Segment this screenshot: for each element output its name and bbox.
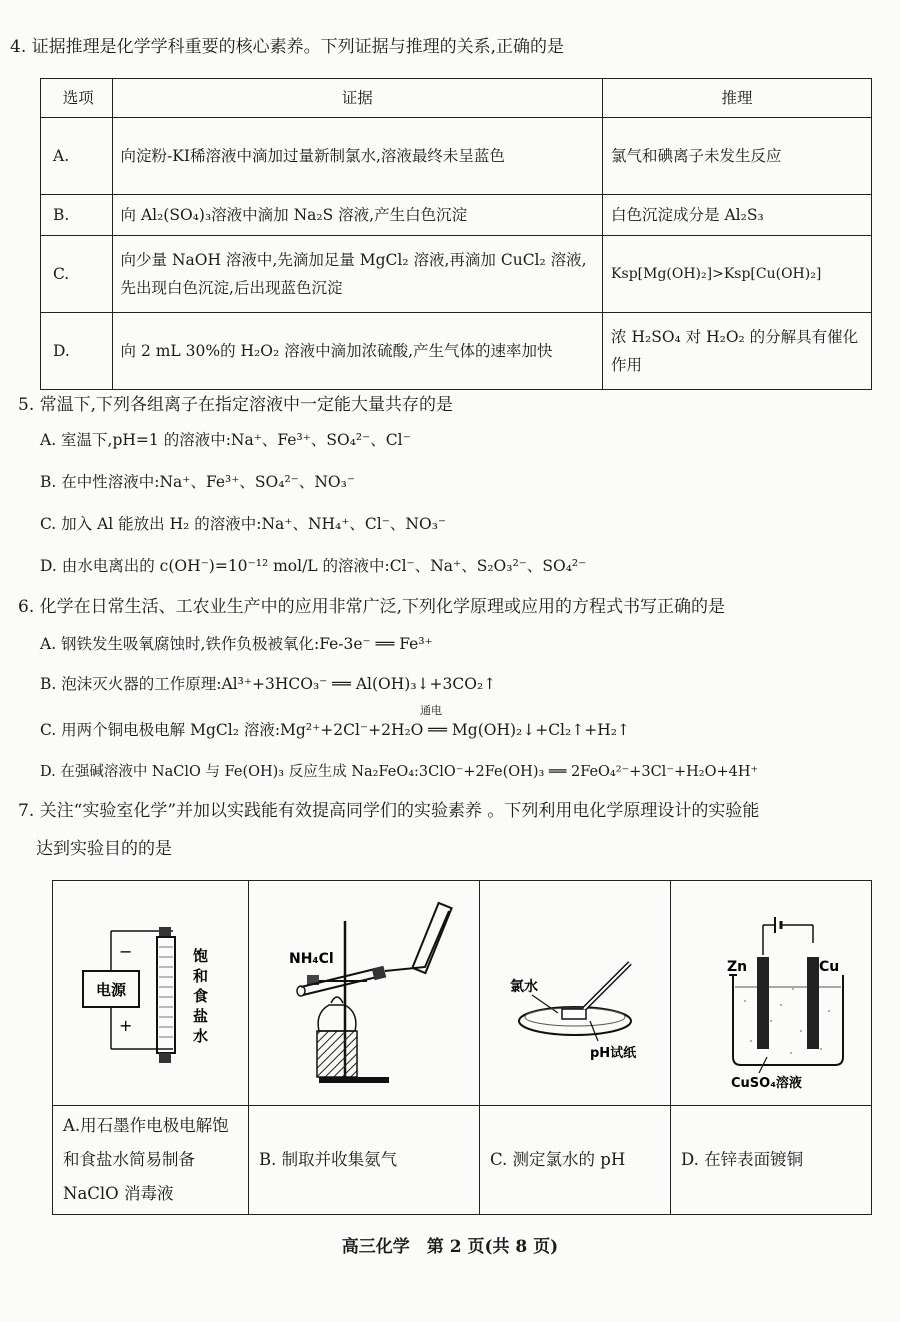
row-evidence: 向少量 NaOH 溶液中,先滴加足量 MgCl₂ 溶液,再滴加 CuCl₂ 溶液,先出现白色沉淀,后出现蓝色沉淀 xyxy=(112,236,603,313)
apparatus-c-cell xyxy=(480,881,671,1106)
q7-stem-line1: 7. 关注“实验室化学”并加以实践能有效提高同学们的实验素养 。下列利用电化学原理设计的实验能 xyxy=(18,801,760,821)
q5-option-d: D. 由水电离出的 c(OH⁻)=10⁻¹² mol/L 的溶液中:Cl⁻、Na⁺、S₂O₃²⁻、SO₄²⁻ xyxy=(40,557,587,575)
brine-label-3: 食 xyxy=(193,987,209,1005)
zn-label: Zn xyxy=(727,959,748,975)
q5-option-b: B. 在中性溶液中:Na⁺、Fe³⁺、SO₄²⁻、NO₃⁻ xyxy=(40,473,356,491)
row-reason: 氯气和碘离子未发生反应 xyxy=(603,118,872,195)
apparatus-b-cell xyxy=(249,881,480,1106)
q6-option-b: B. 泡沫灭火器的工作原理:Al³⁺+3HCO₃⁻ ══ Al(OH)₃↓+3CO₂↑ xyxy=(40,675,497,693)
q7-stem-line2: 达到实验目的的是 xyxy=(36,839,172,859)
apparatus-d-cell xyxy=(671,881,872,1106)
row-reason: 白色沉淀成分是 Al₂S₃ xyxy=(603,195,872,236)
row-reason: Ksp[Mg(OH)₂]>Ksp[Cu(OH)₂] xyxy=(603,236,872,313)
header-reason: 推理 xyxy=(603,79,872,118)
apparatus-row xyxy=(53,881,872,1106)
cuso4-label: CuSO₄溶液 xyxy=(731,1076,802,1091)
row-evidence: 向淀粉-KI稀溶液中滴加过量新制氯水,溶液最终未呈蓝色 xyxy=(112,118,603,195)
power-label: 电源 xyxy=(95,981,127,999)
q6-option-d: D. 在强碱溶液中 NaClO 与 Fe(OH)₃ 反应生成 Na₂FeO₄:3ClO⁻+2Fe(OH)₃ ══ 2FeO₄²⁻+3Cl⁻+H₂O+4H⁺ xyxy=(40,764,759,780)
ph-paper-label: pH试纸 xyxy=(590,1046,637,1061)
q4-stem: 4. 证据推理是化学学科重要的核心素养。下列证据与推理的关系,正确的是 xyxy=(10,37,565,57)
row-option: A. xyxy=(41,118,113,195)
row-reason: 浓 H₂SO₄ 对 H₂O₂ 的分解具有催化作用 xyxy=(603,313,872,390)
header-evidence: 证据 xyxy=(112,79,603,118)
q6-stem: 6. 化学在日常生活、工农业生产中的应用非常广泛,下列化学原理或应用的方程式书写正确的是 xyxy=(18,597,726,617)
caption-d: D. 在锌表面镀铜 xyxy=(671,1106,872,1215)
apparatus-c-diagram xyxy=(480,881,670,1105)
row-evidence: 向 Al₂(SO₄)₃溶液中滴加 Na₂S 溶液,产生白色沉淀 xyxy=(112,195,603,236)
cu-label: Cu xyxy=(819,959,840,975)
nh4cl-label: NH₄Cl xyxy=(289,951,334,967)
q5-stem: 5. 常温下,下列各组离子在指定溶液中一定能大量共存的是 xyxy=(18,395,454,415)
table-row xyxy=(41,236,872,313)
table-row xyxy=(41,118,872,195)
q7-apparatus-table xyxy=(52,880,872,1215)
apparatus-a-diagram xyxy=(53,881,248,1105)
caption-c: C. 测定氯水的 pH xyxy=(480,1106,671,1215)
caption-a: A.用石墨作电极电解饱和食盐水简易制备 NaClO 消毒液 xyxy=(53,1106,249,1215)
apparatus-d-diagram xyxy=(671,881,871,1105)
brine-label-5: 水 xyxy=(193,1027,209,1045)
q6-c-condition: 通电 xyxy=(420,704,442,717)
row-option: B. xyxy=(41,195,113,236)
plus-label: + xyxy=(119,1016,133,1035)
brine-label-1: 饱 xyxy=(193,947,209,965)
header-option: 选项 xyxy=(41,79,113,118)
chlorine-water-label: 氯水 xyxy=(510,979,538,995)
brine-label-2: 和 xyxy=(193,967,209,985)
q4-evidence-table xyxy=(40,78,872,390)
q6-option-c: C. 用两个铜电极电解 MgCl₂ 溶液:Mg²⁺+2Cl⁻+2H₂O ══ Mg(OH)₂↓+Cl₂↑+H₂↑ xyxy=(40,721,630,739)
apparatus-b-diagram xyxy=(249,881,479,1105)
row-evidence: 向 2 mL 30%的 H₂O₂ 溶液中滴加浓硫酸,产生气体的速率加快 xyxy=(112,313,603,390)
q5-option-c: C. 加入 Al 能放出 H₂ 的溶液中:Na⁺、NH₄⁺、Cl⁻、NO₃⁻ xyxy=(40,515,447,533)
q5-option-a: A. 室温下,pH=1 的溶液中:Na⁺、Fe³⁺、SO₄²⁻、Cl⁻ xyxy=(40,431,411,449)
caption-b: B. 制取并收集氨气 xyxy=(249,1106,480,1215)
q6-option-a: A. 钢铁发生吸氧腐蚀时,铁作负极被氧化:Fe-3e⁻ ══ Fe³⁺ xyxy=(40,635,433,653)
table-row xyxy=(41,313,872,390)
page-footer: 高三化学 第 2 页(共 8 页) xyxy=(341,1237,559,1257)
table-header-row xyxy=(41,79,872,118)
apparatus-a-cell xyxy=(53,881,249,1106)
table-row xyxy=(41,195,872,236)
brine-label-4: 盐 xyxy=(193,1007,209,1025)
caption-row xyxy=(53,1106,872,1215)
row-option: D. xyxy=(41,313,113,390)
row-option: C. xyxy=(41,236,113,313)
minus-label: − xyxy=(119,942,133,961)
